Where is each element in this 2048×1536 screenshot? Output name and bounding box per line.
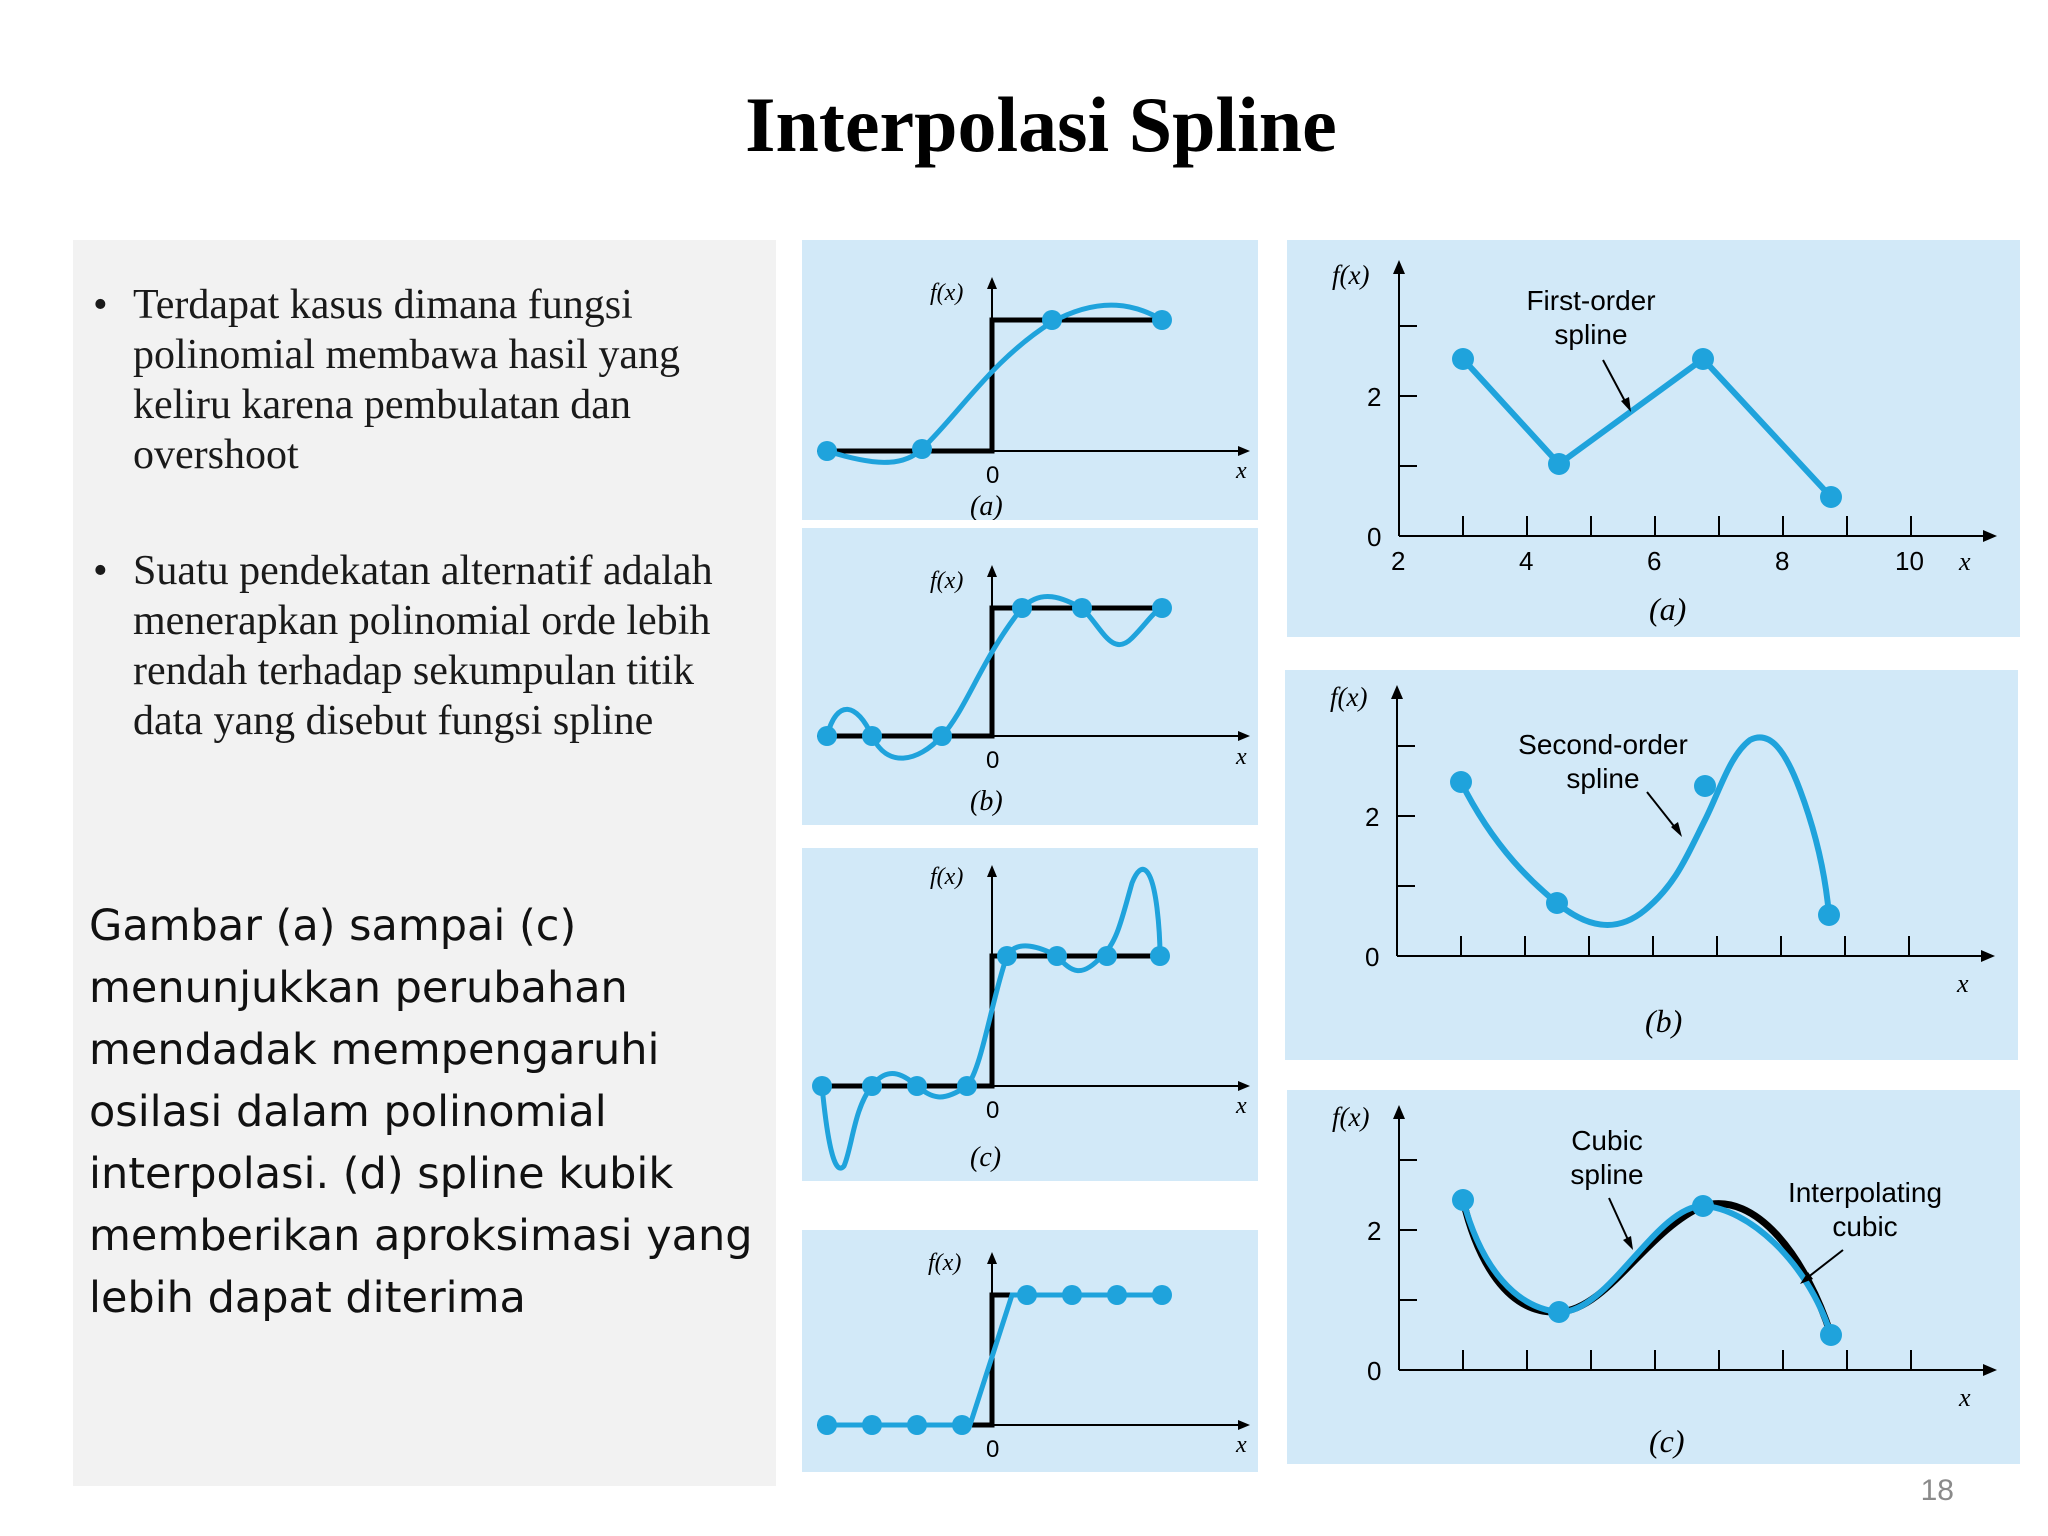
bullet-text: Terdapat kasus dimana fungsi polinomial membawa hasil yang keliru karena pembulatan dan overshoot <box>133 282 681 478</box>
x-tick-8: 8 <box>1775 546 1790 576</box>
bullet-dot-icon: • <box>93 548 108 594</box>
y-tick-0: 0 <box>1367 1356 1382 1386</box>
y-axis-label: f(x) <box>1330 682 1368 712</box>
figure-left-c <box>802 848 1258 1181</box>
figure-left-b <box>802 528 1258 825</box>
y-tick-2: 2 <box>1367 1216 1382 1246</box>
step-function <box>827 608 1162 736</box>
second-order-spline <box>1461 737 1829 925</box>
x-tick-4: 4 <box>1519 546 1534 576</box>
y-axis-label: f(x) <box>930 280 964 306</box>
interpolating-cubic <box>1463 1200 1831 1335</box>
figure-right-b <box>1285 670 2018 1060</box>
caption-a: (a) <box>1649 591 1687 627</box>
annotation-cubic: Cubic <box>1571 1125 1643 1156</box>
cubic-spline <box>1463 1200 1831 1335</box>
annotation-arrow <box>1807 1250 1843 1278</box>
origin-label: 0 <box>986 1436 1000 1463</box>
origin-label: 0 <box>986 747 1000 774</box>
x-axis-label: x <box>1236 1432 1247 1458</box>
caption-b: (b) <box>1645 1003 1683 1039</box>
origin-label: 0 <box>986 462 1000 489</box>
annotation-spline: spline <box>1554 319 1628 350</box>
x-tick-10: 10 <box>1895 546 1924 576</box>
y-axis-label: f(x) <box>1332 260 1370 290</box>
x-axis-label: x <box>1236 744 1247 770</box>
figure-right-c <box>1287 1090 2020 1464</box>
annotation-arrow <box>1609 1198 1629 1242</box>
x-tick-2: 2 <box>1391 546 1406 576</box>
figure-right-a <box>1287 240 2020 637</box>
annotation-spline: spline <box>1566 763 1640 794</box>
origin-label: 0 <box>986 1097 1000 1124</box>
annotation-cubic-label: cubic <box>1832 1211 1898 1242</box>
text-panel <box>73 240 776 1486</box>
bullet-dot-icon: • <box>93 282 108 328</box>
y-axis-label: f(x) <box>928 1250 962 1276</box>
data-points <box>1450 771 1840 926</box>
x-axis-label: x <box>1236 1093 1247 1119</box>
annotation-first-order: First-order <box>1526 285 1656 316</box>
y-tick-2: 2 <box>1365 802 1380 832</box>
x-axis-label: x <box>1959 1383 1971 1412</box>
annotation-arrow <box>1647 792 1677 830</box>
first-order-spline <box>1463 359 1831 497</box>
x-axis-label: x <box>1959 547 1971 576</box>
annotation-interpolating: Interpolating <box>1787 1177 1943 1208</box>
figure-left-d <box>802 1230 1258 1472</box>
y-axis-label: f(x) <box>1332 1102 1370 1132</box>
page-number: 18 <box>1920 1474 1954 1507</box>
annotation-spline: spline <box>1570 1159 1644 1190</box>
y-axis-label: f(x) <box>930 568 964 594</box>
caption-b: (b) <box>970 786 1003 817</box>
figure-left-a <box>802 240 1258 520</box>
annotation-arrow <box>1603 360 1627 405</box>
x-axis-label: x <box>1957 969 1969 998</box>
step-function <box>827 1295 1162 1425</box>
y-tick-2: 2 <box>1367 382 1382 412</box>
y-axis-label: f(x) <box>930 864 964 890</box>
y-tick-0: 0 <box>1365 942 1380 972</box>
bullet-text: Suatu pendekatan alternatif adalah menerapkan polinomial orde lebih rendah terhadap sekumpulan titik data yang disebut fungsi spline <box>133 548 713 744</box>
axes <box>817 277 1250 456</box>
caption-c: (c) <box>1649 1423 1685 1459</box>
step-function <box>827 320 1162 451</box>
caption-a: (a) <box>970 491 1003 520</box>
x-tick-6: 6 <box>1647 546 1662 576</box>
annotation-second-order: Second-order <box>1518 729 1688 760</box>
y-tick-0: 0 <box>1367 522 1382 552</box>
data-points <box>1452 348 1842 508</box>
slide-title: Interpolasi Spline <box>745 81 1337 168</box>
caption-c: (c) <box>970 1142 1002 1173</box>
data-points <box>1452 1189 1842 1346</box>
x-axis-label: x <box>1236 458 1247 484</box>
description-paragraph: Gambar (a) sampai (c) menunjukkan perubahan mendadak mempengaruhi osilasi dalam polinomial interpolasi. (d) spline kubik memberikan aproksimasi yang lebih dapat diterima <box>89 901 753 1323</box>
